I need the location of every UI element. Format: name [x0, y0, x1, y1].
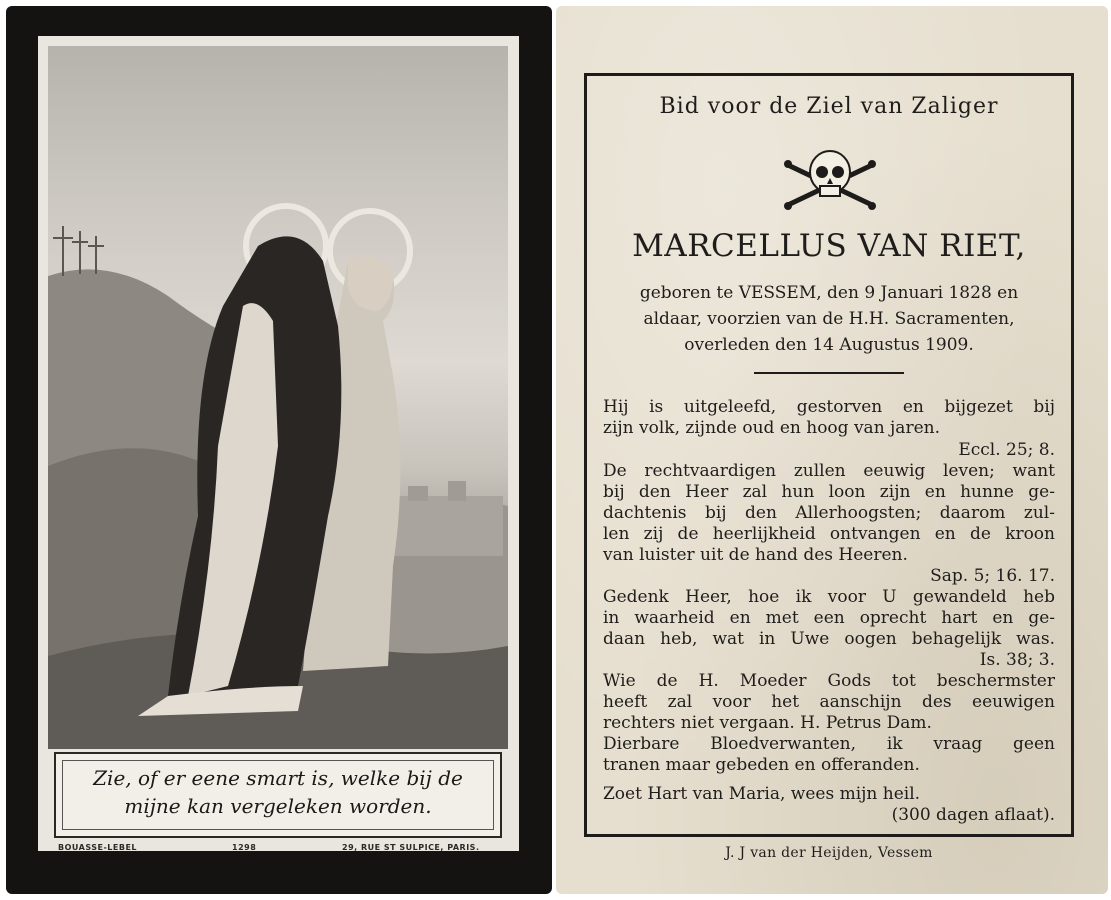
body-line: heeft zal voor het aanschijn des eeuwigen [603, 692, 1055, 712]
body-line: bij den Heer zal hun loon zijn en hunne ge- [603, 482, 1055, 502]
body-line: Dierbare Bloedverwanten, ik vraag geen [603, 734, 1055, 754]
body-line: len zij de heerlijkheid ontvangen en de kroon [603, 524, 1055, 544]
printer-imprint: J. J van der Heijden, Vessem [725, 845, 933, 861]
imprint-publisher: BOUASSE-LEBEL [58, 843, 138, 852]
body-line: (300 dagen aflaat). [891, 805, 1055, 825]
intro-line: geboren te VESSEM, den 9 Januari 1828 en [639, 283, 1019, 303]
body-line: Eccl. 25; 8. [958, 440, 1055, 460]
scripture-caption-box [54, 752, 502, 838]
body-line: zijn volk, zijnde oud en hoog van jaren. [603, 418, 940, 438]
intro-line: aldaar, voorzien van de H.H. Sacramenten, [643, 309, 1015, 329]
skull-crossbones-icon [782, 148, 878, 214]
illustration-drawing [48, 46, 508, 749]
body-line: in waarheid en met een oprecht hart en ge- [603, 608, 1055, 628]
body-line: Is. 38; 3. [979, 650, 1055, 670]
caption-line-1: Zie, of er eene smart is, welke bij de [93, 766, 463, 790]
body-line: rechters niet vergaan. H. Petrus Dam. [603, 713, 932, 733]
body-line: Zoet Hart van Maria, wees mijn heil. [603, 784, 921, 804]
imprint-number: 1298 [232, 843, 257, 852]
section-divider [754, 372, 904, 374]
crosses-icon [53, 226, 104, 276]
body-line: Hij is uitgeleefd, gestorven en bijgezet bij [603, 397, 1055, 417]
prayer-header: Bid voor de Ziel van Zaliger [659, 94, 999, 119]
mourning-figures-illustration [48, 46, 508, 749]
body-line: De rechtvaardigen zullen eeuwig leven; want [603, 461, 1055, 481]
caption-text [56, 764, 500, 820]
body-line: van luister uit de hand des Heeren. [603, 545, 908, 565]
body-line: Sap. 5; 16. 17. [930, 566, 1055, 586]
body-line: Wie de H. Moeder Gods tot beschermster [603, 671, 1055, 691]
body-line: daan heb, wat in Uwe oogen behagelijk was. [603, 629, 1055, 649]
deceased-name: MARCELLUS VAN RIET, [632, 228, 1026, 264]
birth-death-details [584, 280, 1074, 358]
body-line: tranen maar gebeden en offeranden. [603, 755, 920, 775]
caption-line-2: mijne kan vergeleken worden. [124, 794, 432, 818]
imprint-address: 29, RUE ST SULPICE, PARIS. [342, 843, 480, 852]
body-line: dachtenis bij den Allerhoogsten; daarom zul- [603, 503, 1055, 523]
publisher-imprint [52, 843, 502, 857]
body-line: Gedenk Heer, hoe ik voor U gewandeld heb [603, 587, 1055, 607]
intro-line: overleden den 14 Augustus 1909. [684, 335, 974, 355]
